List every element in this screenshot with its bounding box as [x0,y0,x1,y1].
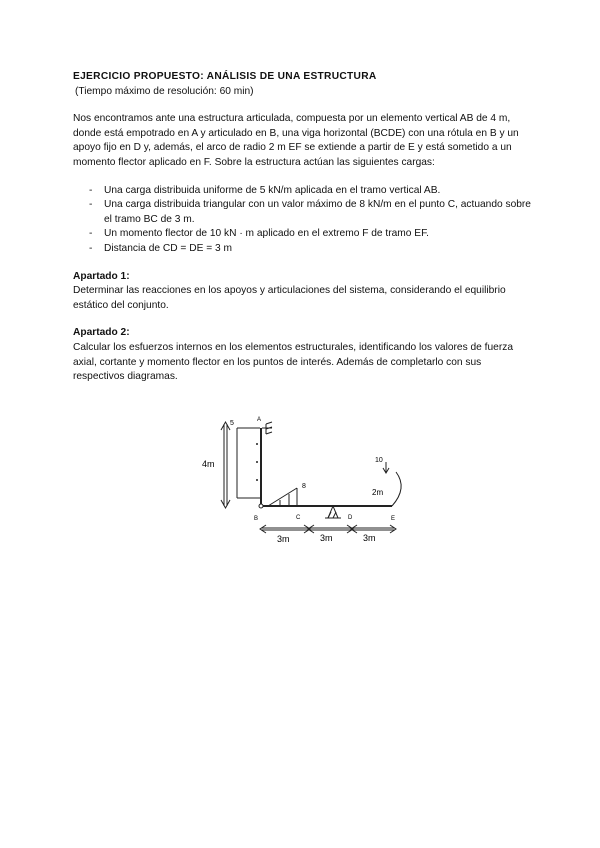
intro-paragraph: Nos encontramos ante una estructura articulada, compuesta por un elemento vertical AB de 4 m, donde está empotrado en A y articulado en B, una viga horizontal (BCDE) con una rótula en B y un apoyo fijo en D y, además, el arco de radio 2 m EF se extiende a partir de E y está sometido a un momento flector aplicado en F. Sobre la estructura actúan las siguientes cargas: [73,113,519,168]
load-text: Distancia de CD = DE = 3 m [104,242,232,254]
list-item [73,198,531,227]
list-item [73,227,531,242]
list-dash: - [89,228,93,240]
load-text: Una carga distribuida uniforme de 5 kN/m aplicada en el tramo vertical AB. [104,184,441,196]
arc-ef [392,472,401,506]
label-d: D [348,515,353,521]
label-10: 10 [375,457,383,464]
label-a: A [257,417,262,423]
label-b: B [254,516,259,522]
list-dash: - [89,242,93,254]
section2-heading: Apartado 2: [73,327,130,339]
structure-diagram [200,410,420,550]
time-limit: (Tiempo máximo de resolución: 60 min) [75,85,254,97]
section2-text: Calcular los esfuerzos internos en los elementos estructurales, identificando los valores de fuerza axial, cortante y momento flector en los puntos de interés. Además de completarlo con sus respectivos diagramas. [73,341,513,383]
list-dash: - [89,199,93,211]
dim-4m-arrow [221,422,230,508]
label-8: 8 [302,483,306,490]
label-c: C [296,515,301,521]
load-text: Una carga distribuida triangular con un valor máximo de 8 kN/m en el punto C, actuando sobre el tramo BC de 3 m. [104,199,531,225]
label-e: E [391,516,396,522]
triangular-load [268,488,297,506]
dim-label-1: 3m [277,534,290,544]
list-item [73,242,531,257]
load-text: Un momento flector de 10 kN · m aplicado en el extremo F de tramo EF. [104,228,430,240]
fixed-support-a [262,422,272,434]
pin-support-d [325,506,341,518]
list-dash: - [89,184,93,196]
dim-label-3: 3m [363,533,376,543]
uniform-load [237,428,260,498]
moment-arrow [383,462,389,473]
hinge-b [259,504,263,508]
load-arrows [256,443,258,481]
label-4m: 4m [202,459,215,469]
list-item [73,184,531,199]
loads-list [73,184,531,257]
dim-arrows [260,525,396,533]
section1-text: Determinar las reacciones en los apoyos y articulaciones del sistema, considerando el equilibrio estático del conjunto. [73,285,506,311]
section1-heading: Apartado 1: [73,270,130,282]
dim-label-2: 3m [320,533,333,543]
document-page [73,70,531,398]
label-5: 5 [230,420,234,427]
label-2m: 2m [372,488,384,497]
exercise-title: EJERCICIO PROPUESTO: ANÁLISIS DE UNA ESTRUCTURA [73,71,377,82]
structure-svg [200,410,420,550]
